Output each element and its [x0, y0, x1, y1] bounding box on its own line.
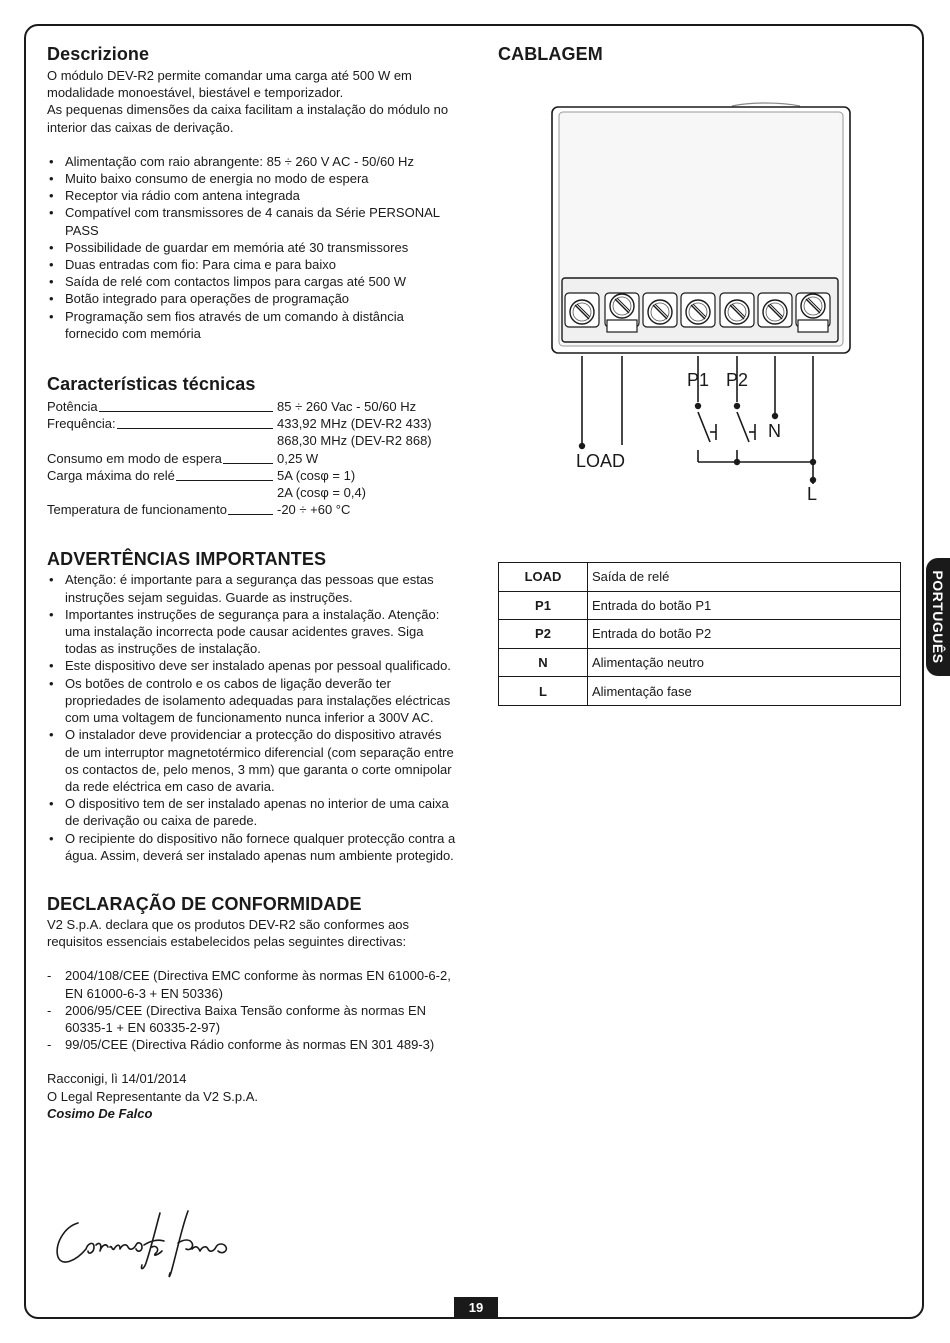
- spec-value: 5A (cosφ = 1): [277, 467, 356, 483]
- terminal-screw-icon: [720, 293, 754, 327]
- spec-row: [47, 450, 457, 467]
- spec-value: -20 ÷ +60 °C: [277, 502, 351, 518]
- list-item: • Saída de relé com contactos limpos para cargas até 500 W: [47, 273, 457, 290]
- terminal-cell: LOAD: [499, 563, 588, 592]
- left-column: [47, 44, 457, 1122]
- terminal-screw-icon: [796, 293, 830, 332]
- spec-value: 85 ÷ 260 Vac - 50/60 Hz: [277, 399, 417, 415]
- list-item: • Receptor via rádio com antena integrada: [47, 187, 457, 204]
- place-date: Racconigi, lì 14/01/2014: [47, 1071, 187, 1087]
- section-declaracao: [47, 894, 457, 1122]
- spec-label: Potência: [47, 399, 98, 415]
- spec-value: 0,25 W: [277, 450, 319, 466]
- spec-row: [47, 501, 457, 518]
- list-item: • O instalador deve providenciar a protecção do dispositivo através de um interruptor magnetotérmico diferencial (com separação entre os contactos de, pelo menos, 3 mm) que garanta o corte omnipolar da rede eléctrica em caso de avaria.: [47, 726, 457, 795]
- label-p1: P1: [687, 370, 710, 390]
- feature-list: [47, 153, 457, 342]
- terminal-screw-icon: [565, 293, 599, 327]
- terminal-screw-icon: [758, 293, 792, 327]
- section-title: Descrizione: [47, 44, 150, 64]
- terminal-cell: L: [499, 677, 588, 706]
- spec-row: [47, 415, 457, 432]
- list-item: • Importantes instruções de segurança para a instalação. Atenção: uma instalação incorrecta pode causar acidentes graves. Siga todas as instruções de instalação.: [47, 606, 457, 658]
- spec-label: Frequência:: [47, 416, 116, 432]
- list-item: • Os botões de controlo e os cabos de ligação deverão ter propriedades de isolamento adequadas para instalações eléctricas com uma voltagem de funcionamento nunca inferior a 300V AC.: [47, 675, 457, 727]
- list-item: • Compatível com transmissores de 4 canais da Série PERSONAL PASS: [47, 204, 457, 238]
- list-item: • Possibilidade de guardar em memória até 30 transmissores: [47, 239, 457, 256]
- signature-image: [50, 1205, 250, 1285]
- terminal-cell: P1: [499, 591, 588, 620]
- representative-title: O Legal Representante da V2 S.p.A.: [47, 1088, 259, 1104]
- language-tab: [926, 558, 950, 676]
- terminal-screw-icon: [605, 293, 639, 332]
- section-advertencias: [47, 549, 457, 863]
- spec-list: [47, 398, 457, 518]
- spec-value: 433,92 MHz (DEV-R2 433): [277, 416, 432, 432]
- spec-row: [47, 484, 457, 501]
- section-caracteristicas: [47, 374, 457, 518]
- section-title-cablagem: CABLAGEM: [498, 44, 603, 64]
- description-cell: Entrada do botão P2: [588, 620, 901, 649]
- spec-row: [47, 467, 457, 484]
- junction-dots: [579, 403, 816, 483]
- page-number: 19: [454, 1297, 498, 1319]
- description-cell: Alimentação neutro: [588, 648, 901, 677]
- list-item: • Atenção: é importante para a segurança das pessoas que estas instruções sejam seguidas. Guarde as instruções.: [47, 571, 457, 605]
- table-row: [499, 591, 901, 620]
- spec-row: [47, 398, 457, 415]
- list-item: • Botão integrado para operações de programação: [47, 290, 457, 307]
- list-item: • Este dispositivo deve ser instalado apenas por pessoal qualificado.: [47, 657, 457, 674]
- section-title: DECLARAÇÃO DE CONFORMIDADE: [47, 893, 362, 914]
- spec-label: Carga máxima do relé: [47, 467, 175, 483]
- label-load: LOAD: [576, 451, 626, 471]
- section-title: ADVERTÊNCIAS IMPORTANTES: [47, 549, 327, 570]
- warning-list: [47, 571, 457, 863]
- list-item: • O dispositivo tem de ser instalado apenas no interior de uma caixa de derivação ou caixa de parede.: [47, 795, 457, 829]
- list-item: - 2006/95/CEE (Directiva Baixa Tensão conforme às normas EN 60335-1 + EN 60335-2-97): [47, 1002, 457, 1036]
- terminal-cell: N: [499, 648, 588, 677]
- wiring-table: [498, 562, 901, 706]
- paragraph: V2 S.p.A. declara que os produtos DEV-R2 são conformes aos requisitos essenciais estabelecidos pelas seguintes directivas:: [47, 916, 410, 950]
- description-cell: Saída de relé: [588, 563, 901, 592]
- language-tab-label: PORTUGUÊS: [930, 570, 946, 664]
- directive-list: [47, 967, 457, 1053]
- description-cell: Alimentação fase: [588, 677, 901, 706]
- label-n: N: [768, 421, 781, 441]
- terminal-screw-icon: [643, 293, 677, 327]
- list-item: - 2004/108/CEE (Directiva EMC conforme às normas EN 61000-6-2, EN 61000-6-3 + EN 50336): [47, 967, 457, 1001]
- wiring-diagram: [540, 100, 870, 510]
- spec-value: 868,30 MHz (DEV-R2 868): [277, 433, 432, 449]
- label-l: L: [807, 484, 818, 504]
- list-item: • Muito baixo consumo de energia no modo de espera: [47, 170, 457, 187]
- terminal-screw-icon: [681, 293, 715, 327]
- table-row: [499, 677, 901, 706]
- terminal-cell: P2: [499, 620, 588, 649]
- list-item: • Duas entradas com fio: Para cima e para baixo: [47, 256, 457, 273]
- label-p2: P2: [726, 370, 749, 390]
- section-title: Características técnicas: [47, 374, 256, 395]
- list-item: - 99/05/CEE (Directiva Rádio conforme às normas EN 301 489-3): [47, 1036, 457, 1053]
- paragraph: As pequenas dimensões da caixa facilitam a instalação do módulo no interior das caixas de derivação.: [47, 102, 449, 135]
- spec-label: Consumo em modo de espera: [47, 450, 222, 466]
- spec-label: Temperatura de funcionamento: [47, 502, 227, 518]
- list-item: • Alimentação com raio abrangente: 85 ÷ 260 V AC - 50/60 Hz: [47, 153, 457, 170]
- description-cell: Entrada do botão P1: [588, 591, 901, 620]
- spec-row: [47, 432, 457, 449]
- paragraph: O módulo DEV-R2 permite comandar uma carga até 500 W em modalidade monoestável, biestável e temporizador.: [47, 68, 412, 101]
- list-item: • O recipiente do dispositivo não fornece qualquer protecção contra a água. Assim, deverá ser instalado apenas num ambiente protegido.: [47, 830, 457, 864]
- representative-name: Cosimo De Falco: [47, 1105, 153, 1121]
- table-row: [499, 620, 901, 649]
- section-descricao: [47, 44, 457, 342]
- list-item: • Programação sem fios através de um comando à distância fornecido com memória: [47, 308, 457, 342]
- table-row: [499, 648, 901, 677]
- spec-value: 2A (cosφ = 0,4): [277, 485, 367, 501]
- table-row: [499, 563, 901, 592]
